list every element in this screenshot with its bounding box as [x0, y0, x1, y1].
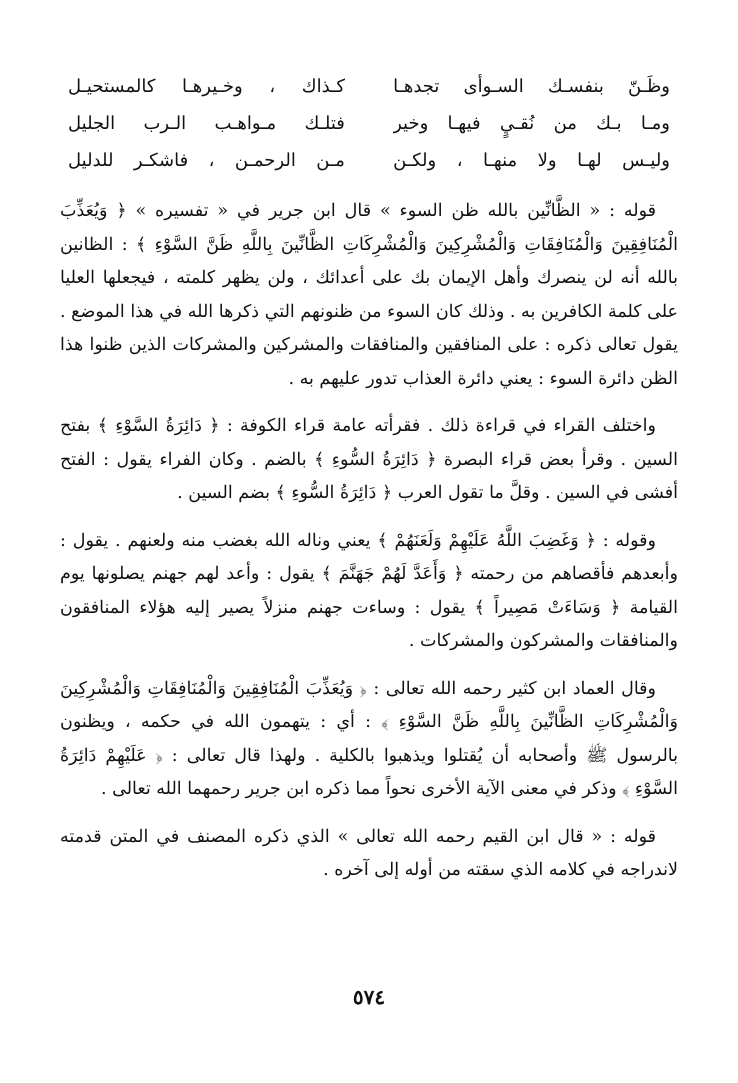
paragraph-ibn-kathir: وقال العماد ابن كثير رحمه الله تعالى : ﴿ وَيُعَذِّبَ الْمُنَافِقِينَ وَالْمُنَافِقَاتِ وَالْمُشْرِكِينَ وَالْمُشْرِكَاتِ الظَّانِّينَ بِاللَّهِ ظَنَّ السَّوْءِ ﴾ : أي : يتهمون الله في حكمه ، ويظنون بالرسول ﷺ وأصحابه أن يُقتلوا ويذهبوا بالكلية . ولهذا قال تعالى : ﴿ عَلَيْهِمْ دَائِرَةُ السَّوْءِ ﴾ وذكر في معنى الآية الأخرى نحواً مما ذكره ابن جرير رحمهما الله تعالى .	[60, 678, 678, 799]
poem-verse-3-second-hemistich: مـن الرحمـن ، فاشكـر للدليل	[68, 150, 345, 171]
poem-block	[60, 68, 678, 179]
page-number: ٥٧٤	[352, 985, 386, 1009]
poem-verse-1-second-hemistich: كـذاك ، وخـيرهـا كالمستحيـل	[68, 76, 345, 97]
poem-verse-1	[60, 68, 678, 105]
poem-verse-3	[60, 142, 678, 179]
paragraph-tafsir-ibn-jarir: قوله : « الظَّانِّين بالله ظن السوء » قال ابن جرير في « تفسيره » ﴿ وَيُعَذِّبَ الْمُنَافِقِينَ وَالْمُنَافِقَاتِ وَالْمُشْرِكِينَ وَالْمُشْرِكَاتِ الظَّانِّينَ بِاللَّهِ ظَنَّ السَّوْءِ ﴾ : الظانين بالله أنه لن ينصرك وأهل الإيمان بك على أعدائك ، ولن يظهر كلمته ، فيجعلها العليا على كلمة الكافرين به . وذلك كان السوء من ظنونهم التي ذكرها الله في هذا الموضع . يقول تعالى ذكره : على المنافقين والمنافقات والمشركين والمشركات الذين ظنوا هذا الظن دائرة السوء : يعني دائرة العذاب تدور عليهم به .	[60, 201, 678, 389]
poem-verse-3-first-hemistich: وليـس لهـا ولا منهـا ، ولكـن	[393, 150, 670, 171]
poem-verse-2-first-hemistich: ومـا بـك من نُقـيٍ فيهـا وخير	[393, 113, 670, 134]
poem-verse-2-second-hemistich: فتلـك مـواهـب الـرب الجليل	[68, 113, 345, 134]
poem-verse-2	[60, 105, 678, 142]
paragraph-ghadab: وقوله : ﴿ وَغَضِبَ اللَّهُ عَلَيْهِمْ وَلَعَنَهُمْ ﴾ يعني وناله الله بغضب منه ولعنهم . يقول : وأبعدهم فأقصاهم من رحمته ﴿ وَأَعَدَّ لَهُمْ جَهَنَّمَ ﴾ يقول : وأعد لهم جهنم يصلونها يوم القيامة ﴿ وَسَاءَتْ مَصِيراً ﴾ يقول : وساءت جهنم منزلاً يصير إليه هؤلاء المنافقون والمنافقات والمشركون والمشركات .	[60, 530, 678, 651]
paragraph-qiraat: واختلف القراء في قراءة ذلك . فقرأته عامة قراء الكوفة : ﴿ دَائِرَةُ السَّوْءِ ﴾ بفتح السين . وقرأ بعض قراء البصرة ﴿ دَائِرَةُ السُّوءِ ﴾ بالضم . وكان الفراء يقول : الفتح أفشى في السين . وقلَّ ما تقول العرب ﴿ دَائِرَةُ السُّوءِ ﴾ بضم السين .	[60, 416, 678, 503]
poem-verse-1-first-hemistich: وظَـنّ بنفسـك السـوأى تجدهـا	[393, 76, 670, 97]
paragraph-ibn-alqayyim: قوله : « قال ابن القيم رحمه الله تعالى » الذي ذكره المصنف في المتن قدمته لاندراجه في كلامه الذي سقته من أوله إلى آخره .	[60, 826, 678, 880]
